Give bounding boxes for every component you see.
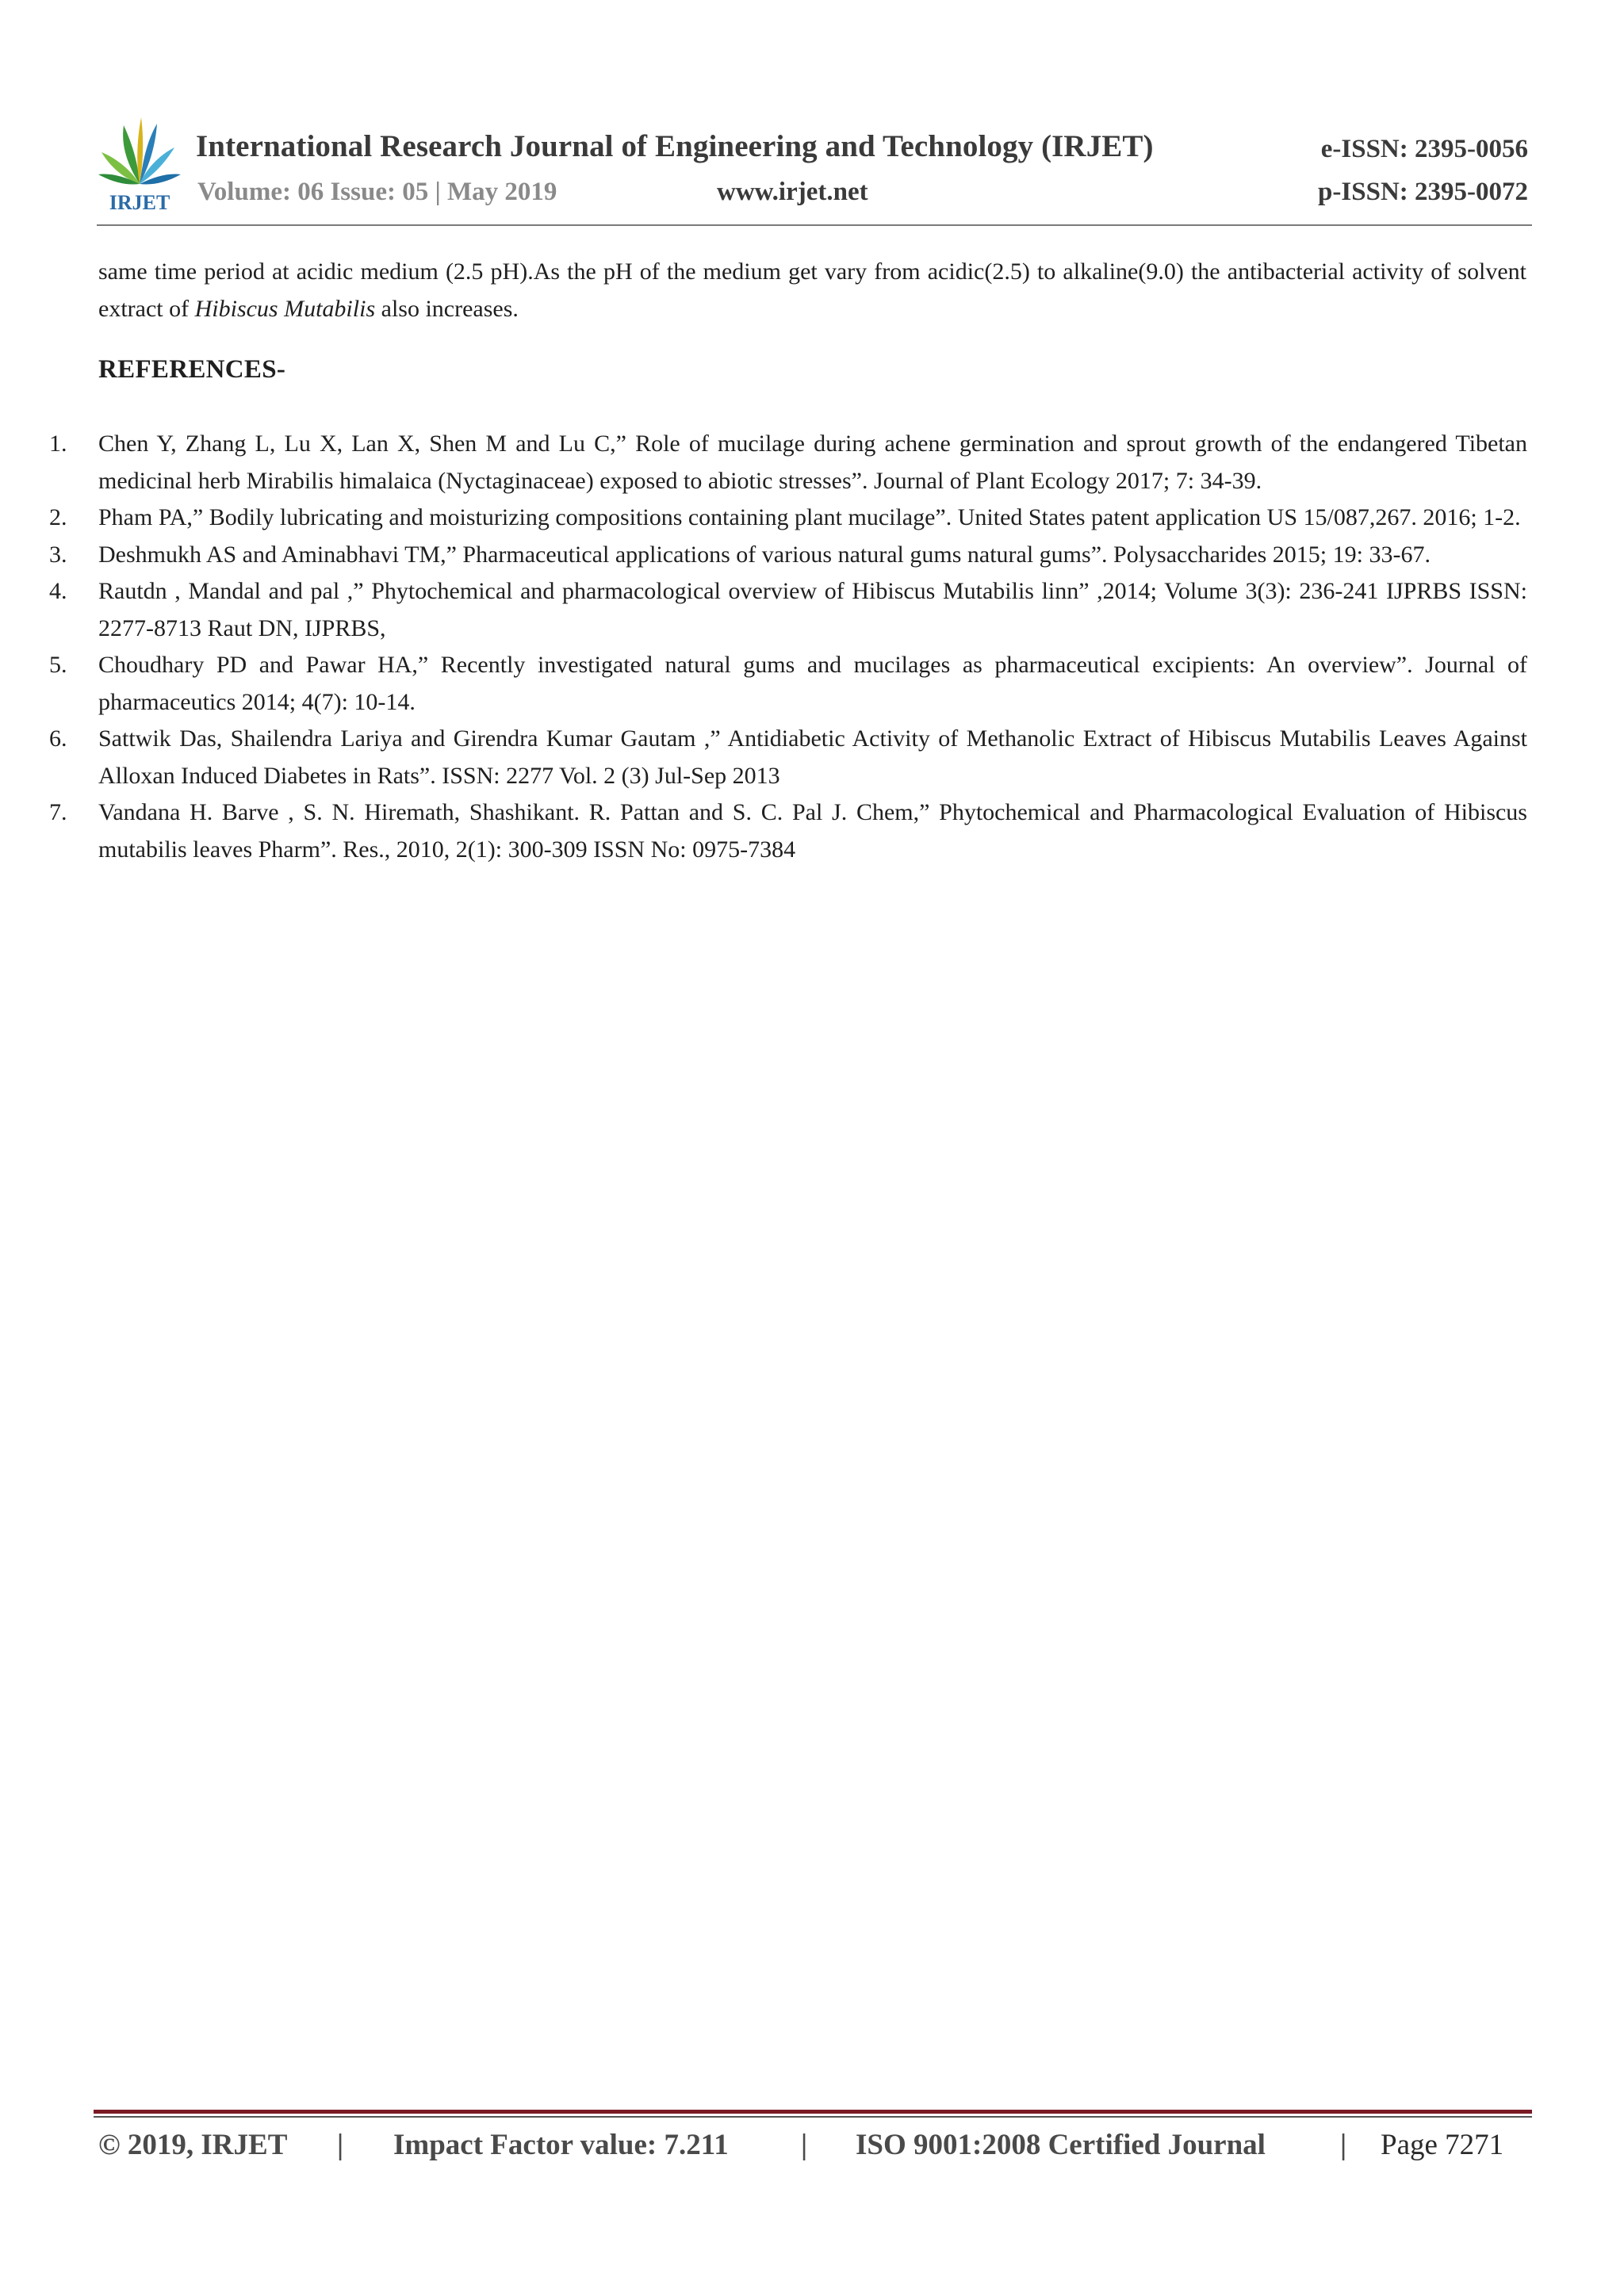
footer-page-number: Page 7271 (1381, 2129, 1504, 2161)
p-issn: p-ISSN: 2395-0072 (1318, 178, 1528, 206)
intro-text: same time period at acidic medium (2.5 pH).As the pH of the medium get vary from acidic(2.5) to alkaline(9.0) the antibacterial activity of solvent extract of (98, 258, 1526, 322)
reference-item (49, 721, 1527, 794)
reference-number: 3. (49, 541, 67, 568)
reference-text: Deshmukh AS and Aminabhavi TM,” Pharmaceutical applications of various natural gums natural gums”. Polysaccharides 2015; 19: 33-67. (98, 541, 1431, 568)
journal-title: International Research Journal of Engineering and Technology (IRJET) (196, 129, 1154, 163)
footer-divider-thick (94, 2110, 1532, 2114)
reference-text: Rautdn , Mandal and pal ,” Phytochemical and pharmacological overview of Hibiscus Mutabilis linn” ,2014; Volume 3(3): 236-241 IJPRBS ISSN: 2277-8713 Raut DN, IJPRBS, (98, 578, 1527, 641)
volume-issue: Volume: 06 Issue: 05 | May 2019 (197, 178, 557, 206)
e-issn: e-ISSN: 2395-0056 (1320, 135, 1528, 163)
page-footer (98, 2128, 1518, 2166)
references-heading: REFERENCES- (98, 355, 286, 384)
reference-text: Vandana H. Barve , S. N. Hiremath, Shashikant. R. Pattan and S. C. Pal J. Chem,” Phytochemical and Pharmacological Evaluation of Hibiscus mutabilis leaves Pharm”. Res., 2010, 2(1): 300-309 ISSN No: 0975-7384 (98, 799, 1527, 863)
footer-iso-certification: ISO 9001:2008 Certified Journal (856, 2129, 1266, 2161)
irjet-logo (97, 111, 182, 212)
reference-text: Sattwik Das, Shailendra Lariya and Girendra Kumar Gautam ,” Antidiabetic Activity of Methanolic Extract of Hibiscus Mutabilis Leaves Against Alloxan Induced Diabetes in Rats”. ISSN: 2277 Vol. 2 (3) Jul-Sep 2013 (98, 725, 1527, 789)
intro-text-end: also increases. (375, 295, 519, 322)
intro-italic-species: Hibiscus Mutabilis (194, 295, 376, 322)
intro-paragraph (98, 254, 1526, 327)
footer-impact-factor: Impact Factor value: 7.211 (393, 2129, 729, 2161)
header-divider (97, 224, 1532, 226)
reference-text: Chen Y, Zhang L, Lu X, Lan X, Shen M and Lu C,” Role of mucilage during achene germination and sprout growth of the endangered Tibetan medicinal herb Mirabilis himalaica (Nyctaginaceae) exposed to abiotic stresses”. Journal of Plant Ecology 2017; 7: 34-39. (98, 430, 1527, 494)
footer-separator: | (337, 2129, 344, 2161)
footer-divider-thin (94, 2116, 1532, 2118)
footer-separator: | (801, 2129, 808, 2161)
footer-separator: | (1340, 2129, 1347, 2161)
reference-item (49, 647, 1527, 721)
reference-item (49, 537, 1527, 574)
reference-number: 5. (49, 652, 67, 678)
footer-copyright: © 2019, IRJET (98, 2129, 288, 2161)
reference-text: Pham PA,” Bodily lubricating and moisturizing compositions containing plant mucilage”. United States patent application US 15/087,267. 2016; 1-2. (98, 504, 1521, 530)
reference-item (49, 499, 1527, 537)
reference-number: 6. (49, 725, 67, 752)
journal-header (97, 111, 1532, 228)
reference-number: 2. (49, 504, 67, 530)
journal-website[interactable]: www.irjet.net (717, 178, 868, 206)
logo-wordmark: IRJET (109, 191, 170, 212)
reference-item (49, 426, 1527, 499)
reference-number: 1. (49, 430, 67, 457)
reference-number: 4. (49, 578, 67, 604)
reference-text: Choudhary PD and Pawar HA,” Recently investigated natural gums and mucilages as pharmaceutical excipients: An overview”. Journal of pharmaceutics 2014; 4(7): 10-14. (98, 652, 1527, 715)
reference-number: 7. (49, 799, 67, 825)
references-list (49, 426, 1527, 868)
reference-item (49, 794, 1527, 868)
reference-item (49, 573, 1527, 647)
